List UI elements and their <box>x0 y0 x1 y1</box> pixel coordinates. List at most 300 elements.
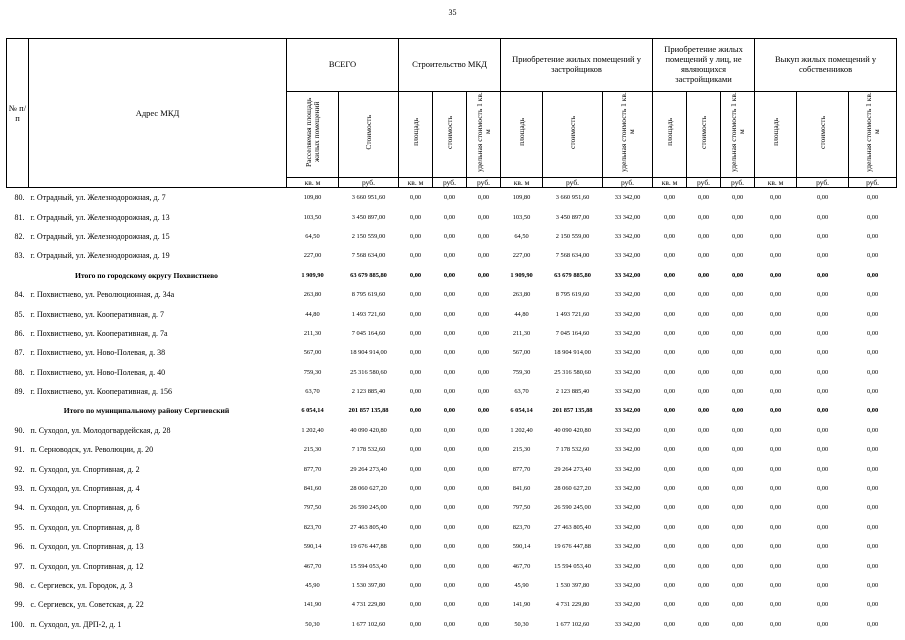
cell-value: 15 594 053,40 <box>554 562 591 570</box>
cell-value: 0,00 <box>697 271 710 279</box>
cell-value: 0,00 <box>866 368 879 376</box>
cell-value: 877,70 <box>303 465 322 473</box>
col-subheader-label: удельная стоимость 1 кв. м <box>474 92 492 172</box>
cell-value: 0,00 <box>477 620 490 628</box>
cell-value: 0,00 <box>731 601 744 609</box>
cell-value: 0,00 <box>816 329 829 337</box>
cell-value: 0,00 <box>477 232 490 240</box>
cell-value: 7 568 634,00 <box>555 252 590 260</box>
cell-value: 2 150 559,00 <box>555 232 590 240</box>
col-unit: руб. <box>849 178 897 188</box>
cell-value: 0,00 <box>697 620 710 628</box>
cell-value: 0,00 <box>769 601 782 609</box>
cell-value: 0,00 <box>866 485 879 493</box>
row-number: 94. <box>14 503 25 513</box>
cell-value: 0,00 <box>697 213 710 221</box>
cell-value: 0,00 <box>866 465 879 473</box>
table-row <box>7 440 897 459</box>
cell-value: 33 342,00 <box>614 601 641 609</box>
col-subheader <box>433 92 467 178</box>
table-row <box>7 518 897 537</box>
row-number: 87. <box>14 348 25 358</box>
cell-value: 33 342,00 <box>614 523 641 531</box>
cell-value: 0,00 <box>769 446 782 454</box>
cell-value: 1 677 102,60 <box>555 620 590 628</box>
cell-value: 7 045 164,60 <box>555 329 590 337</box>
cell-value: 103,50 <box>512 213 531 221</box>
cell-value: 0,00 <box>697 465 710 473</box>
subtotal-row <box>7 401 897 420</box>
col-subheader-label: площадь <box>664 118 674 146</box>
cell-value: 0,00 <box>409 601 422 609</box>
cell-value: 0,00 <box>866 388 879 396</box>
cell-value: 0,00 <box>409 368 422 376</box>
table-row <box>7 556 897 575</box>
cell-value: 0,00 <box>443 543 456 551</box>
cell-value: 0,00 <box>663 426 676 434</box>
row-number: 88. <box>14 367 25 377</box>
col-subheader <box>399 92 433 178</box>
cell-value: 0,00 <box>477 485 490 493</box>
cell-value: 0,00 <box>409 310 422 318</box>
cell-value: 0,00 <box>409 620 422 628</box>
cell-value: 64,50 <box>514 232 529 240</box>
table-row <box>7 382 897 401</box>
cell-value: 3 450 897,00 <box>351 213 386 221</box>
col-unit: руб. <box>543 178 603 188</box>
row-address: с. Сергиевск, ул. Советская, д. 22 <box>30 600 144 610</box>
cell-value: 0,00 <box>477 562 490 570</box>
cell-value: 0,00 <box>866 310 879 318</box>
cell-value: 29 264 273,40 <box>350 465 387 473</box>
cell-value: 0,00 <box>816 465 829 473</box>
cell-value: 63,70 <box>514 388 529 396</box>
cell-value: 0,00 <box>663 523 676 531</box>
cell-value: 201 857 135,88 <box>552 407 593 415</box>
cell-value: 0,00 <box>697 504 710 512</box>
col-header-number: № п/п <box>7 39 29 188</box>
cell-value: 18 904 914,00 <box>350 349 387 357</box>
cell-value: 0,00 <box>477 601 490 609</box>
cell-value: 0,00 <box>663 271 676 279</box>
cell-value: 0,00 <box>477 446 490 454</box>
cell-value: 0,00 <box>443 388 456 396</box>
row-number: 86. <box>14 328 25 338</box>
cell-value: 0,00 <box>443 232 456 240</box>
cell-value: 0,00 <box>409 562 422 570</box>
cell-value: 0,00 <box>816 349 829 357</box>
cell-value: 1 202,40 <box>301 426 324 434</box>
cell-value: 33 342,00 <box>614 582 641 589</box>
table-row <box>7 595 897 614</box>
cell-value: 0,00 <box>816 271 829 279</box>
cell-value: 2 150 559,00 <box>351 232 386 240</box>
cell-value: 0,00 <box>409 465 422 473</box>
row-number: 96. <box>14 542 25 552</box>
cell-value: 0,00 <box>866 601 879 609</box>
cell-value: 33 342,00 <box>614 485 641 493</box>
col-subheader-label: площадь <box>410 118 420 146</box>
cell-value: 0,00 <box>697 407 710 415</box>
cell-value: 0,00 <box>443 407 456 415</box>
row-address: п. Суходол, ул. Спортивная, д. 13 <box>30 542 144 552</box>
cell-value: 64,50 <box>305 232 320 240</box>
col-subheader-label: площадь <box>770 118 780 146</box>
cell-value: 19 676 447,88 <box>554 543 591 551</box>
cell-value: 0,00 <box>409 543 422 551</box>
cell-value: 0,00 <box>731 582 744 589</box>
cell-value: 33 342,00 <box>614 368 641 376</box>
cell-value: 33 342,00 <box>614 329 641 337</box>
cell-value: 0,00 <box>731 426 744 434</box>
cell-value: 33 342,00 <box>614 271 641 279</box>
cell-value: 215,30 <box>303 446 322 454</box>
col-subheader <box>755 92 797 178</box>
cell-value: 0,00 <box>816 582 829 589</box>
cell-value: 0,00 <box>697 349 710 357</box>
col-subheader <box>543 92 603 178</box>
row-address: г. Похвистнево, ул. Ново-Полевая, д. 38 <box>30 348 166 358</box>
cell-value: 0,00 <box>866 194 879 202</box>
cell-value: 0,00 <box>409 213 422 221</box>
cell-value: 1 677 102,60 <box>351 620 386 628</box>
cell-value: 215,30 <box>512 446 531 454</box>
cell-value: 590,14 <box>303 543 322 551</box>
table-row <box>7 285 897 304</box>
subtotal-row <box>7 266 897 285</box>
cell-value: 467,70 <box>512 562 531 570</box>
row-address: г. Похвистнево, ул. Кооперативная, д. 7а <box>30 328 168 338</box>
cell-value: 0,00 <box>443 291 456 299</box>
cell-value: 0,00 <box>816 485 829 493</box>
cell-value: 0,00 <box>731 310 744 318</box>
row-address: г. Похвистнево, ул. Кооперативная, д. 156 <box>30 387 173 397</box>
col-unit: кв. м <box>501 178 543 188</box>
cell-value: 7 178 532,60 <box>351 446 386 454</box>
cell-value: 0,00 <box>663 582 676 589</box>
table-row <box>7 537 897 556</box>
cell-value: 3 660 951,60 <box>351 194 386 202</box>
subtotal-label: Итого по городскому округу Похвистнево <box>75 270 218 280</box>
row-number: 98. <box>14 581 25 590</box>
cell-value: 44,80 <box>305 310 320 318</box>
row-address: с. Сергиевск, ул. Городок, д. 3 <box>30 581 133 590</box>
col-header-address: Адрес МКД <box>29 39 287 188</box>
cell-value: 6 054,14 <box>301 407 324 415</box>
table-row <box>7 459 897 478</box>
cell-value: 0,00 <box>769 368 782 376</box>
cell-value: 0,00 <box>663 465 676 473</box>
cell-value: 227,00 <box>303 252 322 260</box>
cell-value: 0,00 <box>443 523 456 531</box>
cell-value: 33 342,00 <box>614 310 641 318</box>
cell-value: 201 857 135,88 <box>348 407 389 415</box>
cell-value: 0,00 <box>409 232 422 240</box>
cell-value: 0,00 <box>769 485 782 493</box>
cell-value: 0,00 <box>443 349 456 357</box>
cell-value: 0,00 <box>769 426 782 434</box>
resettlement-table <box>6 38 897 634</box>
cell-value: 0,00 <box>731 329 744 337</box>
col-subheader <box>849 92 897 178</box>
cell-value: 18 904 914,00 <box>554 349 591 357</box>
table-row <box>7 363 897 382</box>
table-row <box>7 343 897 362</box>
cell-value: 0,00 <box>816 232 829 240</box>
cell-value: 0,00 <box>477 407 490 415</box>
page-number: 35 <box>448 8 457 17</box>
cell-value: 33 342,00 <box>614 388 641 396</box>
row-address: п. Суходол, ул. Спортивная, д. 12 <box>30 561 144 571</box>
cell-value: 0,00 <box>816 310 829 318</box>
col-subheader-label: стоимость <box>817 115 827 149</box>
cell-value: 0,00 <box>443 252 456 260</box>
cell-value: 0,00 <box>816 407 829 415</box>
cell-value: 0,00 <box>443 310 456 318</box>
table-row <box>7 479 897 498</box>
row-address: г. Отрадный, ул. Железнодорожная, д. 19 <box>30 251 170 261</box>
row-address: п. Суходол, ул. Спортивная, д. 8 <box>30 522 140 532</box>
cell-value: 0,00 <box>409 329 422 337</box>
cell-value: 0,00 <box>477 213 490 221</box>
cell-value: 0,00 <box>697 291 710 299</box>
table-row <box>7 188 897 208</box>
cell-value: 0,00 <box>663 310 676 318</box>
cell-value: 0,00 <box>816 620 829 628</box>
cell-value: 7 178 532,60 <box>555 446 590 454</box>
col-subheader <box>339 92 399 178</box>
cell-value: 33 342,00 <box>614 543 641 551</box>
row-address: п. Суходол, ул. Спортивная, д. 6 <box>30 503 140 513</box>
cell-value: 0,00 <box>409 446 422 454</box>
cell-value: 141,90 <box>303 601 322 609</box>
cell-value: 0,00 <box>697 252 710 260</box>
cell-value: 0,00 <box>731 291 744 299</box>
col-subheader-label: Расселяемая площадь жилых помещений <box>303 97 321 167</box>
col-unit: руб. <box>433 178 467 188</box>
cell-value: 50,30 <box>305 620 320 628</box>
cell-value: 0,00 <box>443 213 456 221</box>
row-number: 85. <box>14 309 25 319</box>
cell-value: 0,00 <box>816 252 829 260</box>
cell-value: 567,00 <box>512 349 531 357</box>
group-header-buyout: Выкуп жилых помещений у собственников <box>755 39 897 92</box>
row-number: 93. <box>14 484 25 494</box>
row-address: г. Отрадный, ул. Железнодорожная, д. 15 <box>30 231 170 241</box>
cell-value: 0,00 <box>443 601 456 609</box>
col-subheader <box>287 92 339 178</box>
cell-value: 0,00 <box>769 523 782 531</box>
cell-value: 0,00 <box>866 620 879 628</box>
cell-value: 0,00 <box>769 407 782 415</box>
cell-value: 797,50 <box>512 504 531 512</box>
table-row <box>7 421 897 440</box>
cell-value: 0,00 <box>731 620 744 628</box>
col-subheader-label: стоимость <box>444 115 454 149</box>
cell-value: 227,00 <box>512 252 531 260</box>
row-address: г. Похвистнево, ул. Ново-Полевая, д. 40 <box>30 367 166 377</box>
cell-value: 0,00 <box>443 485 456 493</box>
cell-value: 0,00 <box>731 232 744 240</box>
cell-value: 8 795 619,60 <box>555 291 590 299</box>
col-unit: руб. <box>797 178 849 188</box>
cell-value: 33 342,00 <box>614 426 641 434</box>
cell-value: 0,00 <box>409 426 422 434</box>
cell-value: 0,00 <box>769 232 782 240</box>
table-row <box>7 324 897 343</box>
col-unit: руб. <box>687 178 721 188</box>
col-subheader-label: площадь <box>516 118 526 146</box>
row-address: п. Суходол, ул. ДРП-2, д. 1 <box>30 619 122 629</box>
row-number: 99. <box>14 600 25 610</box>
cell-value: 63 679 885,80 <box>350 271 387 279</box>
table-row <box>7 615 897 634</box>
cell-value: 841,60 <box>512 485 531 493</box>
cell-value: 0,00 <box>816 562 829 570</box>
cell-value: 0,00 <box>769 504 782 512</box>
cell-value: 0,00 <box>866 291 879 299</box>
cell-value: 26 590 245,00 <box>554 504 591 512</box>
cell-value: 0,00 <box>409 271 422 279</box>
cell-value: 45,90 <box>514 582 529 589</box>
cell-value: 27 463 805,40 <box>554 523 591 531</box>
cell-value: 0,00 <box>697 388 710 396</box>
cell-value: 0,00 <box>697 194 710 202</box>
cell-value: 0,00 <box>769 271 782 279</box>
cell-value: 27 463 805,40 <box>350 523 387 531</box>
cell-value: 0,00 <box>477 523 490 531</box>
cell-value: 63 679 885,80 <box>554 271 591 279</box>
cell-value: 1 202,40 <box>510 426 533 434</box>
cell-value: 0,00 <box>477 310 490 318</box>
cell-value: 0,00 <box>663 388 676 396</box>
cell-value: 467,70 <box>303 562 322 570</box>
cell-value: 33 342,00 <box>614 446 641 454</box>
cell-value: 1 530 397,80 <box>555 582 590 589</box>
cell-value: 15 594 053,40 <box>350 562 387 570</box>
cell-value: 40 090 420,80 <box>350 426 387 434</box>
cell-value: 0,00 <box>697 446 710 454</box>
cell-value: 0,00 <box>866 329 879 337</box>
cell-value: 109,80 <box>512 194 531 202</box>
cell-value: 0,00 <box>697 485 710 493</box>
cell-value: 0,00 <box>866 446 879 454</box>
cell-value: 0,00 <box>477 329 490 337</box>
table-row <box>7 227 897 246</box>
cell-value: 0,00 <box>663 368 676 376</box>
cell-value: 0,00 <box>663 349 676 357</box>
cell-value: 0,00 <box>697 523 710 531</box>
cell-value: 0,00 <box>731 194 744 202</box>
cell-value: 33 342,00 <box>614 252 641 260</box>
col-subheader <box>603 92 653 178</box>
cell-value: 0,00 <box>769 194 782 202</box>
cell-value: 0,00 <box>663 291 676 299</box>
row-number: 83. <box>14 251 25 261</box>
cell-value: 0,00 <box>816 426 829 434</box>
row-address: г. Отрадный, ул. Железнодорожная, д. 13 <box>30 212 170 222</box>
cell-value: 0,00 <box>697 562 710 570</box>
col-subheader <box>501 92 543 178</box>
cell-value: 4 731 229,80 <box>351 601 386 609</box>
cell-value: 0,00 <box>663 252 676 260</box>
cell-value: 0,00 <box>816 388 829 396</box>
group-header-developers: Приобретение жилых помещений у застройщиков <box>501 39 653 92</box>
cell-value: 2 123 885,40 <box>555 388 590 396</box>
cell-value: 0,00 <box>769 582 782 589</box>
row-address: п. Суходол, ул. Спортивная, д. 4 <box>30 484 140 494</box>
cell-value: 0,00 <box>731 349 744 357</box>
cell-value: 0,00 <box>697 426 710 434</box>
cell-value: 0,00 <box>663 543 676 551</box>
cell-value: 45,90 <box>305 582 320 589</box>
cell-value: 0,00 <box>409 349 422 357</box>
col-unit: кв. м <box>287 178 339 188</box>
cell-value: 0,00 <box>816 601 829 609</box>
cell-value: 759,30 <box>303 368 322 376</box>
cell-value: 50,30 <box>514 620 529 628</box>
cell-value: 0,00 <box>409 388 422 396</box>
cell-value: 0,00 <box>409 504 422 512</box>
col-subheader-label: Стоимость <box>363 114 373 150</box>
table-row <box>7 304 897 323</box>
cell-value: 1 493 721,60 <box>351 310 386 318</box>
row-address: п. Суходол, ул. Молодогвардейская, д. 28 <box>30 425 171 435</box>
col-unit: руб. <box>339 178 399 188</box>
row-address: п. Суходол, ул. Спортивная, д. 2 <box>30 464 140 474</box>
cell-value: 25 316 580,60 <box>554 368 591 376</box>
table-row <box>7 246 897 265</box>
cell-value: 0,00 <box>697 601 710 609</box>
cell-value: 0,00 <box>816 291 829 299</box>
cell-value: 33 342,00 <box>614 349 641 357</box>
col-subheader <box>687 92 721 178</box>
col-subheader-label: стоимость <box>567 115 577 149</box>
cell-value: 0,00 <box>443 504 456 512</box>
cell-value: 211,30 <box>303 329 322 337</box>
row-number: 100. <box>10 619 25 629</box>
row-number: 81. <box>14 212 25 222</box>
cell-value: 0,00 <box>866 543 879 551</box>
cell-value: 25 316 580,60 <box>350 368 387 376</box>
cell-value: 0,00 <box>769 310 782 318</box>
cell-value: 0,00 <box>866 582 879 589</box>
cell-value: 0,00 <box>477 582 490 589</box>
cell-value: 40 090 420,80 <box>554 426 591 434</box>
cell-value: 0,00 <box>866 213 879 221</box>
col-subheader-label: удельная стоимость 1 кв. м <box>863 92 881 172</box>
cell-value: 590,14 <box>512 543 531 551</box>
row-number: 89. <box>14 387 25 397</box>
cell-value: 0,00 <box>731 562 744 570</box>
cell-value: 29 264 273,40 <box>554 465 591 473</box>
cell-value: 263,80 <box>303 291 322 299</box>
cell-value: 26 590 245,00 <box>350 504 387 512</box>
group-header-non-developers: Приобретение жилых помещений у лиц, не являющихся застройщиками <box>653 39 755 92</box>
cell-value: 141,90 <box>512 601 531 609</box>
cell-value: 797,50 <box>303 504 322 512</box>
col-subheader <box>797 92 849 178</box>
cell-value: 28 060 627,20 <box>554 485 591 493</box>
cell-value: 0,00 <box>663 194 676 202</box>
cell-value: 0,00 <box>663 213 676 221</box>
cell-value: 0,00 <box>731 271 744 279</box>
cell-value: 0,00 <box>816 446 829 454</box>
cell-value: 263,80 <box>512 291 531 299</box>
col-unit: кв. м <box>755 178 797 188</box>
row-number: 95. <box>14 522 25 532</box>
cell-value: 19 676 447,88 <box>350 543 387 551</box>
